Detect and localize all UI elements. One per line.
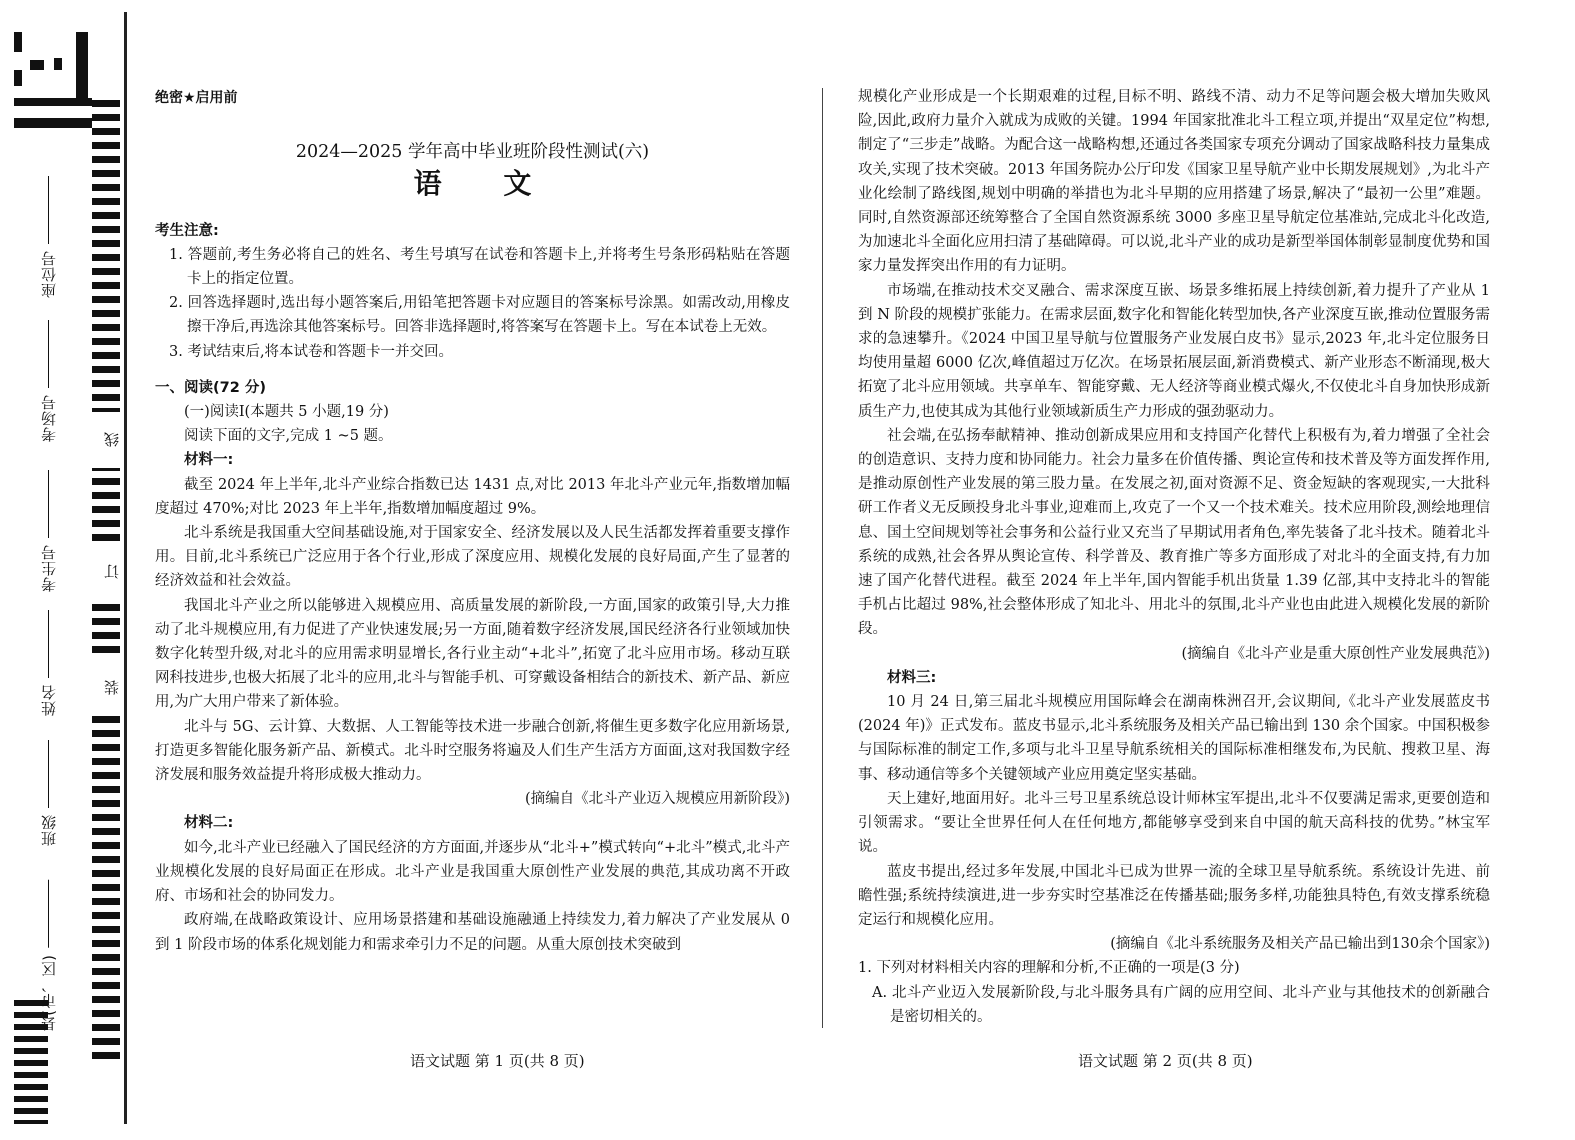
cut-label-bind: 订 [101,560,122,583]
page-footer-2: 语文试题 第 2 页(共 8 页) [1078,1052,1253,1070]
subsection-heading: (一)阅读Ⅰ(本题共 5 小题,19 分) [184,404,389,421]
name-field: 姓名 [38,610,59,716]
paragraph: 北斗系统是我国重大空间基础设施,对于国家安全、经济发展以及人民生活都发挥着重要支撑作用。目前,北斗系统已广泛应用于各个行业,形成了深度应用、规模化发展的良好局面,产生了显著的经济效益和社会效益。 [155,525,790,590]
notice-item: 1. 答题前,考生务必将自己的姓名、考生号填写在试卷和答题卡上,并将考生号条形码粘贴在答题卡上的指定位置。 [169,246,790,288]
county-field: 县(市、区) [38,880,59,1032]
paragraph: 如今,北斗产业已经融入了国民经济的方方面面,并逐步从“北斗+”模式转向“+北斗”模式,北斗产业规模化发展的良好局面正在形成。北斗产业是我国重大原创性产业发展的典范,其成功离不开政府、市场和社会的协同发力。 [155,839,790,905]
notice-item: 3. 考试结束后,将本试卷和答题卡一并交回。 [169,343,454,360]
page-footer-1: 语文试题 第 1 页(共 8 页) [410,1052,585,1070]
paragraph: 天上建好,地面用好。北斗三号卫星系统总设计师林宝军提出,北斗不仅要满足需求,更要创造和引领需求。“要让全世界任何人在任何地方,都能够享受到来自中国的航天高科技的优势。”林宝军说。 [858,790,1490,856]
seat-number-field: 座位号 [38,176,59,298]
subject-title: 语 文 [413,167,558,201]
room-number-field: 考场号 [38,320,59,442]
material-3-source: (摘编自《北斗系统服务及相关产品已输出到130余个国家》) [1110,936,1490,953]
corner-marks [14,30,92,134]
material-2-source: (摘编自《北斗产业是重大原创性产业发展典范》) [1181,645,1490,662]
column-divider [822,88,823,1028]
material-2-heading: 材料二: [184,815,234,832]
notice-heading: 考生注意: [155,222,219,239]
section-heading: 一、阅读(72 分) [155,379,266,396]
material-3-heading: 材料三: [887,669,937,686]
paragraph: 市场端,在推动技术交叉融合、需求深度互嵌、场景多维拓展上持续创新,着力提升了产业从 1 到 N 阶段的规模扩张能力。在需求层面,数字化和智能化转型加快,各产业深度互嵌,推动位置服务需求的急速攀升。《2024 中国卫星导航与位置服务产业发展白皮书》显示,2023 年,北斗定位服务日均使用量超 6000 亿次,峰值超过万亿次。在场景拓展层面,新消费模式、新产业形态不断涌现,极大拓宽了北斗应用领域。共享单车、智能穿戴、无人经济等商业模式爆火,不仅使北斗自身加快形成新质生产力,也使其成为其他行业领域新质生产力形成的强劲驱动力。 [858,282,1490,420]
paragraph: 蓝皮书提出,经过多年发展,中国北斗已成为世界一流的全球卫星导航系统。系统设计先进、前瞻性强;系统持续演进,进一步夯实时空基准泛在传播基础;服务多样,功能独具特色,有效支撑系统稳定运行和规模化应用。 [858,863,1490,928]
secret-label: 绝密★启用前 [155,90,238,106]
class-field: 班级 [38,740,59,846]
page-2-column [858,85,1490,1029]
binding-strip [0,0,126,1140]
exam-title: 2024—2025 学年高中毕业班阶段性测试(六) [295,142,650,163]
paragraph: 10 月 24 日,第三届北斗规模应用国际峰会在湖南株洲召开,会议期间,《北斗产业发展蓝皮书(2024 年)》正式发布。蓝皮书显示,北斗系统服务及相关产品已输出到 130 余个国家。中国积极参与国际标准的制定工作,多项与北斗卫星导航系统相关的国际标准相继发布,为民航、搜救卫星、海事、移动通信等多个关键领域产业应用奠定坚实基础。 [858,694,1490,783]
paragraph-continued: 规模化产业形成是一个长期艰难的过程,目标不明、路线不清、动力不足等问题会极大增加失败风险,因此,政府力量介入就成为成败的关键。1994 年国家批准北斗工程立项,并提出“双星定位”构想,制定了“三步走”战略。为配合这一战略构想,还通过各类国家专项充分调动了国家战略科技力量集成攻关,实现了技术突破。2013 年国务院办公厅印发《国家卫星导航产业中长期发展规划》,为北斗产业化绘制了路线图,规划中明确的举措也为北斗早期的应用搭建了场景,解决了“最初一公里”难题。同时,自然资源部还统筹整合了全国自然资源系统 3000 多座卫星导航定位基准站,完成北斗化改造,为加速北斗全面化应用扫清了基础障碍。可以说,北斗产业的成功是新型举国体制彰显制度优势和国家力量发挥突出作用的有力证明。 [858,89,1490,275]
instruction: 阅读下面的文字,完成 1 ~5 题。 [184,428,393,445]
paragraph: 截至 2024 年上半年,北斗产业综合指数已达 1431 点,对比 2013 年北斗产业元年,指数增加幅度超过 470%;对比 2023 年上半年,指数增加幅度超过 9%。 [155,476,790,517]
paragraph: 政府端,在战略政策设计、应用场景搭建和基础设施融通上持续发力,着力解决了产业发展从 0 到 1 阶段市场的体系化规划能力和需求牵引力不足的问题。从重大原创技术突破到 [155,912,790,953]
paragraph: 北斗与 5G、云计算、大数据、人工智能等技术进一步融合创新,将催生更多数字化应用新场景,打造更多智能化服务新产品、新模式。北斗时空服务将遍及人们生产生活方方面面,这对我国数字经济发展和服务效益提升将形成极大推动力。 [155,718,790,784]
candidate-number-field: 考生号 [38,470,59,592]
binding-line [124,12,127,1124]
cut-label-seal: 装 [101,676,122,699]
page-1-column [155,86,790,956]
question-1: 1. 下列对材料相关内容的理解和分析,不正确的一项是(3 分) [858,960,1240,977]
question-1-option-a: A. 北斗产业迈入发展新阶段,与北斗服务具有广阔的应用空间、北斗产业与其他技术的创新融合是密切相关的。 [872,984,1490,1025]
paragraph: 社会端,在弘扬奉献精神、推动创新成果应用和支持国产化替代上积极有为,着力增强了全社会的创造意识、支持力度和协同能力。社会力量多在价值传播、舆论宣传和技术普及等方面发挥作用,是推动原创性产业发展的第三股力量。在发展之初,面对资源不足、资金短缺的客观现实,一大批科研工作者义无反顾投身北斗事业,迎难而上,攻克了一个又一个技术难关。技术应用阶段,测绘地理信息、国土空间规划等社会事务和公益行业又充当了早期试用者角色,率先装备了北斗技术。随着北斗系统的成熟,社会各界从舆论宣传、科学普及、教育推广等多方面形成了对北斗的全面支持,有力加速了国产化替代进程。截至 2024 年上半年,国内智能手机出货量 1.39 亿部,其中支持北斗的智能手机占比超过 98%,社会整体形成了知北斗、用北斗的氛围,北斗产业也由此进入规模化发展的新阶段。 [858,427,1490,638]
notice-item: 2. 回答选择题时,选出每小题答案后,用铅笔把答题卡对应题目的答案标号涂黑。如需改动,用橡皮擦干净后,再选涂其他答案标号。回答非选择题时,将答案写在答题卡上。写在本试卷上无效。 [169,295,790,336]
material-1-heading: 材料一: [184,452,234,469]
paragraph: 我国北斗产业之所以能够进入规模应用、高质量发展的新阶段,一方面,国家的政策引导,大力推动了北斗规模应用,有力促进了产业快速发展;另一方面,随着数字经济发展,国民经济各行业领域加快数字化转型升级,对北斗的应用需求明显增长,各行业主动“+北斗”,拓宽了北斗应用市场。移动互联网科技进步,也极大拓展了北斗的应用,北斗与智能手机、可穿戴设备相结合的新技术、新产品、新应用,为广大用户带来了新体验。 [155,597,790,711]
material-1-source: (摘编自《北斗产业迈入规模应用新阶段》) [524,791,790,808]
cut-label-line: 线 [101,428,122,451]
